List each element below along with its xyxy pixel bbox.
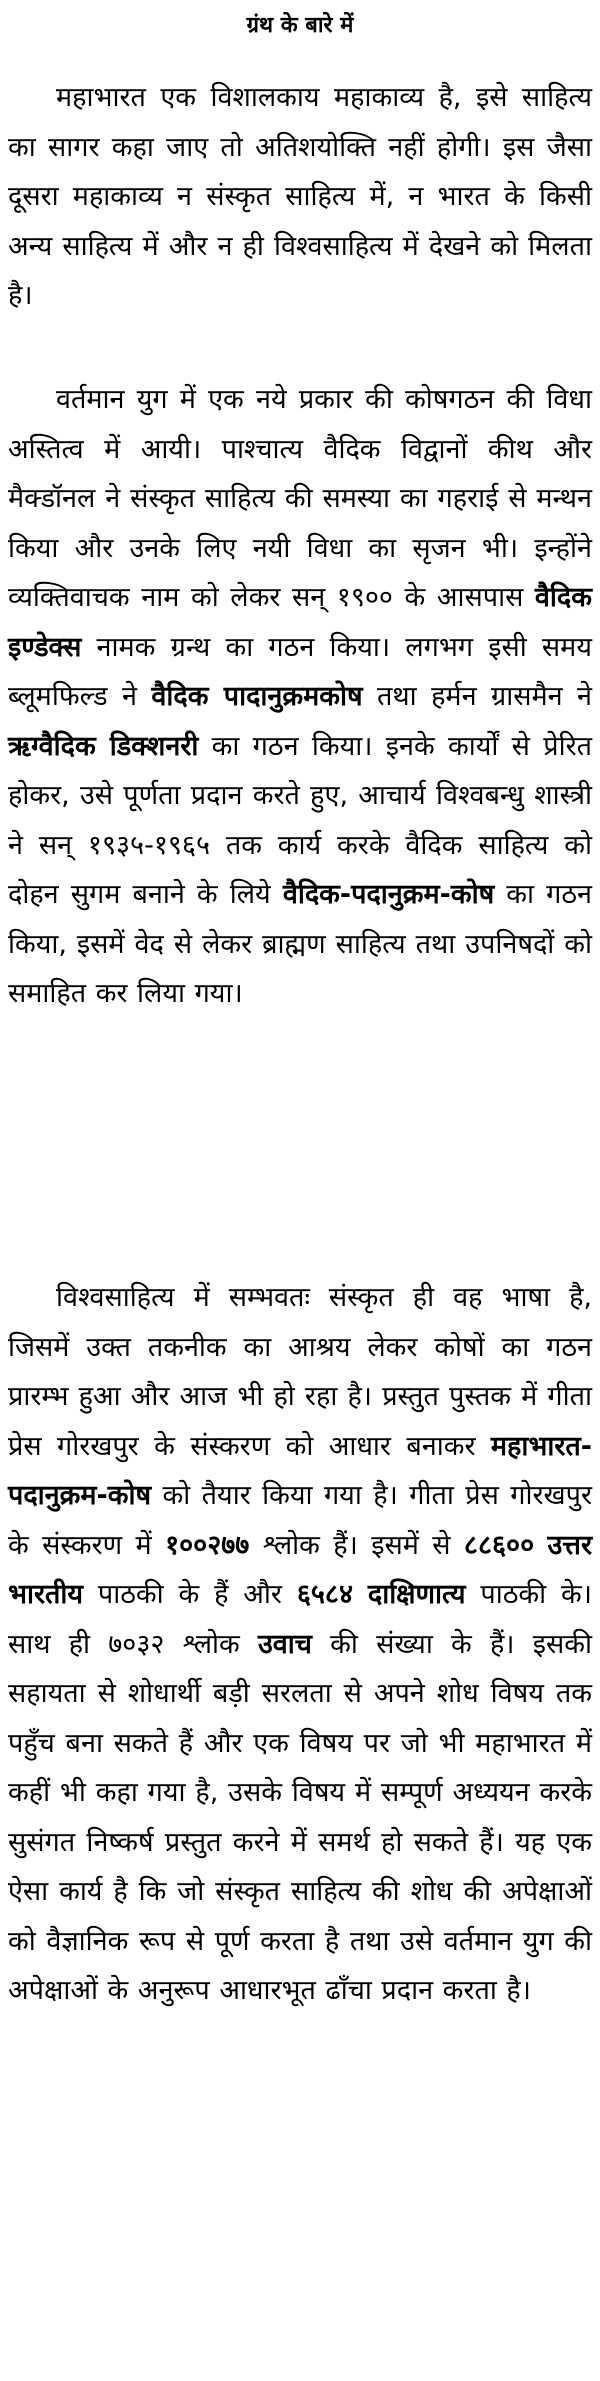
text-run: वर्तमान युग में एक नये प्रकार की कोषगठन की विधा अस्तित्व में आयी। पाश्चात्य वैदिक विद्वानों कीथ और मैक्डॉनल ने संस्कृत साहित्य की समस्या का गहराई से मन्थन किया और उनके लिए नयी विधा का सृजन भी। इन्होंने व्यक्तिवाचक नाम को लेकर सन् १९०० के आसपास [8,384,592,613]
text-run: विश्वसाहित्य में सम्भवतः संस्कृत ही वह भाषा है, जिसमें उक्त तकनीक का आश्रय लेकर कोषों का गठन प्रारम्भ हुआ और आज भी हो रहा है। प्रस्तुत पुस्तक में गीता प्रेस गोरखपुर के संस्करण को आधार बनाकर [8,1282,592,1462]
text-run [353,1579,368,1610]
bold-shloka-total: १००२७७ [165,1529,250,1561]
text-run: तथा हर्मन ग्रासमैन ने [362,681,592,712]
paragraph-intro [8,73,592,321]
text-run: का गठन किया, इसमें वेद से लेकर ब्राह्मण साहित्य तथा उपनिषदों को समाहित कर लिया गया। [8,879,592,1009]
text-run [534,1530,547,1561]
bold-term-vedic-concordance: वैदिक पादानुक्रमकोष [151,681,363,712]
bold-term-vedic-index: वैदिक इण्डेक्स [8,582,592,663]
bold-term-southern: दाक्षिणात्य [367,1579,466,1610]
text-run: श्लोक हैं। इसमें से [249,1529,464,1561]
bold-term-rigvedic-dictionary: ऋग्वैदिक डिक्शनरी [8,730,199,762]
paragraph-about-book [8,1273,592,2016]
text-run: की संख्या के हैं। इसकी सहायता से शोधार्थी बड़ी सरलता से अपने शोध विषय तक पहुँच बना सकते हैं और एक विषय पर जो भी महाभारत में कहीं भी कहा गया है, उसके विषय में सम्पूर्ण अध्ययन करके सुसंगत निष्कर्ष प्रस्तुत करने में समर्थ हो सकते हैं। यह एक ऐसा कार्य है कि जो संस्कृत साहित्य की शोध की अपेक्षाओं को वैज्ञानिक रूप से पूर्ण करता है तथा उसे वर्तमान युग की अपेक्षाओं के अनुरूप आधारभूत ढाँचा प्रदान करता है। [8,1628,592,2006]
paragraph-kosh-history [8,375,592,1019]
bold-term-north-indian: उत्तर भारतीय [8,1529,592,1610]
text-run: नामक ग्रन्थ का गठन किया। लगभग इसी समय ब्लूमफिल्ड ने [8,631,592,712]
text-run: पाठकी के। साथ ही ७०३२ श्लोक [8,1579,592,1660]
paragraph-intro-text: महाभारत एक विशालकाय महाकाव्य है, इसे साहित्य का सागर कहा जाए तो अतिशयोक्ति नहीं होगी। इस जैसा दूसरा महाकाव्य न संस्कृत साहित्य में, न भारत के किसी अन्य साहित्य में और न ही विश्वसाहित्य में देखने को मिलता है। [8,82,592,311]
bold-term-uvach: उवाच [258,1628,312,1660]
bold-shloka-south: ६५८४ [296,1579,353,1610]
text-run: का गठन किया। इनके कार्यों से प्रेरित होकर, उसे पूर्णता प्रदान करते हुए, आचार्य विश्वबन्धु शास्त्री ने सन् १९३५-१९६५ तक कार्य करके वैदिक साहित्य को दोहन सुगम बनाने के लिये [8,730,593,910]
text-run: पाठकी के हैं और [83,1579,297,1610]
text-run: को तैयार किया गया है। गीता प्रेस गोरखपुर के संस्करण में [8,1480,592,1561]
bold-term-vedic-padanukram-kosh: वैदिक-पदानुक्रम-कोष [282,879,495,910]
bold-shloka-north: ८८६०० [463,1529,535,1561]
page-title: ग्रंथ के बारे में [246,13,354,38]
bold-term-mahabharat-kosh: महाभारत-पदानुक्रम-कोष [8,1430,592,1511]
